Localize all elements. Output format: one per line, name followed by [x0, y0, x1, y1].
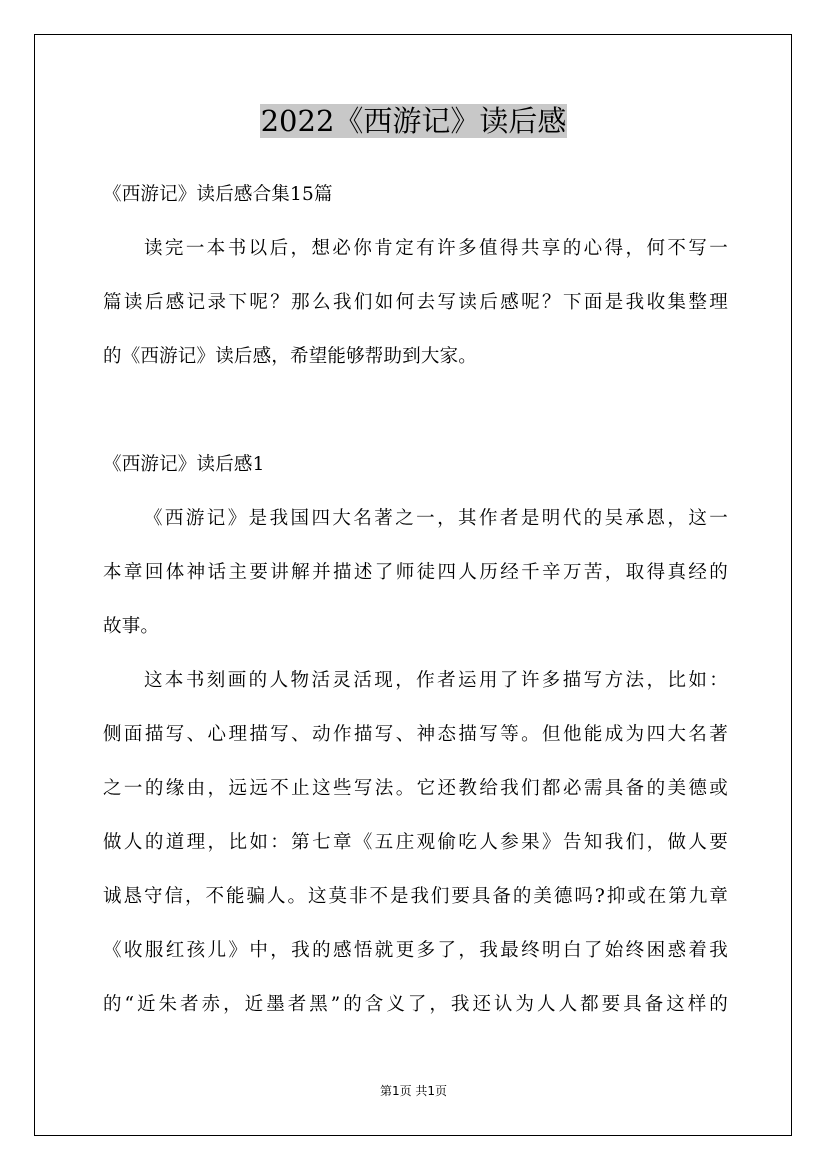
para2-line-7: 的“近朱者赤，近墨者黑”的含义了，我还认为人人都要具备这样的	[103, 994, 728, 1015]
para2-line-5: 诚恳守信，不能骗人。这莫非不是我们要具备的美德吗?抑或在第九章	[103, 886, 728, 907]
para1-line-1: 《西游记》是我国四大名著之一，其作者是明代的吴承恩，这一	[144, 508, 728, 529]
intro-line-1: 读完一本书以后，想必你肯定有许多值得共享的心得，何不写一	[144, 238, 728, 259]
para2-line-2: 侧面描写、心理描写、动作描写、神态描写等。但他能成为四大名著	[103, 724, 728, 745]
intro-line-2: 篇读后感记录下呢？那么我们如何去写读后感呢？下面是我收集整理	[103, 292, 728, 313]
page-footer: 第1页 共1页	[379, 1084, 448, 1098]
para2-line-6: 《收服红孩儿》中，我的感悟就更多了，我最终明白了始终困惑着我	[103, 940, 728, 961]
intro-line-3: 的《西游记》读后感，希望能够帮助到大家。	[103, 346, 478, 367]
para2-line-1: 这本书刻画的人物活灵活现，作者运用了许多描写方法，比如：	[144, 670, 728, 691]
section-heading: 《西游记》读后感1	[103, 454, 265, 475]
document-title-text: 2022《西游记》读后感	[260, 104, 567, 138]
para1-line-2: 本章回体神话主要讲解并描述了师徒四人历经千辛万苦，取得真经的	[103, 562, 728, 583]
para2-line-3: 之一的缘由，远远不止这些写法。它还教给我们都必需具备的美德或	[103, 778, 728, 799]
document-title	[0, 100, 827, 142]
para1-line-3: 故事。	[103, 616, 160, 637]
subtitle: 《西游记》读后感合集15篇	[103, 184, 333, 205]
para2-line-4: 做人的道理，比如：第七章《五庄观偷吃人参果》告知我们，做人要	[103, 832, 728, 853]
